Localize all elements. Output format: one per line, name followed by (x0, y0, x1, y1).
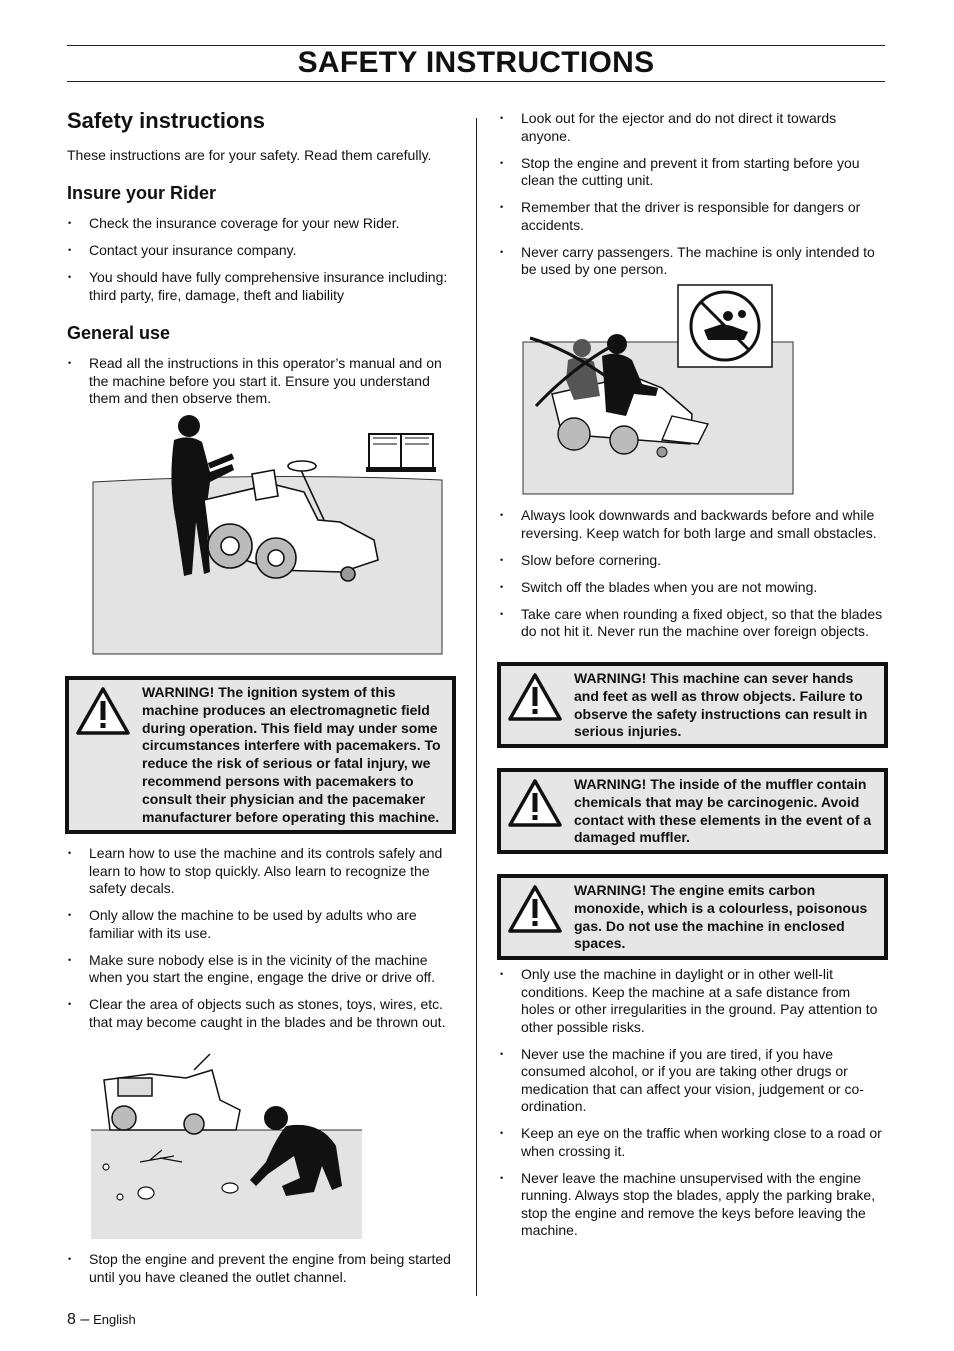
list-item: • Keep an eye on the traffic when working close to a road or when crossing it. (499, 1125, 887, 1160)
general-list-3 (67, 1251, 459, 1296)
list-item: • Only use the machine in daylight or in other well-lit conditions. Keep the machine at a safe distance from holes or other irregularities in the ground. Pay attention to other possible risks. (499, 966, 887, 1036)
list-item: • Read all the instructions in this operator’s manual and on the machine before you start it. Ensure you understand them and then observe them. (67, 355, 459, 408)
right-list-3 (499, 966, 887, 1249)
list-item: • Make sure nobody else is in the vicinity of the machine when you start the engine, engage the drive or drive off. (67, 952, 459, 987)
column-divider (476, 118, 477, 1296)
list-item: • Never use the machine if you are tired, if you have consumed alcohol, or if you are taking other drugs or medication that can affect your vision, judgement or co-ordination. (499, 1046, 887, 1116)
warning-triangle-icon (507, 778, 563, 828)
list-item: • Learn how to use the machine and its controls safely and learn to how to stop quickly. Also learn to recognize the safety decals. (67, 845, 459, 898)
header-bottom-rule (67, 81, 885, 82)
rider-mower (104, 1054, 240, 1134)
no-passengers-icon (678, 285, 772, 367)
general-list-2 (67, 845, 459, 1041)
list-item: • Switch off the blades when you are not mowing. (499, 579, 887, 597)
section-title: Safety instructions (67, 108, 266, 133)
list-item: • Slow before cornering. (499, 552, 887, 570)
warning-ignition (65, 676, 456, 834)
general-list-1 (67, 355, 459, 417)
page-footer (67, 1311, 136, 1329)
warning-carbon-monoxide (497, 874, 888, 960)
warning-triangle-icon (75, 686, 131, 736)
page-title: SAFETY INSTRUCTIONS (297, 46, 655, 79)
intro-text: These instructions are for your safety. Read them carefully. (67, 147, 432, 163)
list-item: • Take care when rounding a fixed object, so that the blades do not hit it. Never run the machine over foreign objects. (499, 606, 887, 641)
warning-text: WARNING! This machine can sever hands and feet as well as throw objects. Failure to observe the safety instructions can result in serious injuries. (574, 670, 868, 740)
list-item: • Stop the engine and prevent the engine from being started until you have cleaned the outlet channel. (67, 1251, 459, 1286)
right-list-1 (499, 110, 887, 288)
book-icon (366, 434, 436, 472)
list-item: • Stop the engine and prevent it from starting before you clean the cutting unit. (499, 155, 887, 190)
illustration-no-passengers (522, 284, 796, 496)
warning-sever (497, 662, 888, 748)
list-item: • Never leave the machine unsupervised with the engine running. Always stop the blades, apply the parking brake, stop the engine and remove the keys before leaving the machine. (499, 1170, 887, 1240)
list-item: • You should have fully comprehensive insurance including: third party, fire, damage, theft and liability (67, 269, 459, 304)
insure-heading: Insure your Rider (67, 183, 217, 203)
warning-text: WARNING! The inside of the muffler contain chemicals that may be carcinogenic. Avoid contact with these elements in the event of a damaged muffler. (574, 776, 872, 846)
right-list-2 (499, 507, 887, 650)
warning-triangle-icon (507, 884, 563, 934)
insure-list (67, 215, 459, 314)
illustration-read-manual (92, 412, 444, 656)
list-item: • Clear the area of objects such as stones, toys, wires, etc. that may become caught in the blades and be thrown out. (67, 996, 459, 1031)
list-item: • Never carry passengers. The machine is only intended to be used by one person. (499, 244, 887, 279)
page-number: 8 – (67, 1311, 90, 1328)
list-item: • Check the insurance coverage for your new Rider. (67, 215, 459, 233)
footer-language: English (93, 1312, 136, 1327)
list-item: • Remember that the driver is responsible for dangers or accidents. (499, 199, 887, 234)
warning-text: WARNING! The ignition system of this machine produces an electromagnetic field during operation. This field may under some circumstances interfere with pacemakers. To reduce the risk of serious or fatal injury, we recommend persons with pacemakers to consult their physician and the pacemaker manufacturer before operating this machine. (142, 684, 441, 825)
general-heading: General use (67, 323, 171, 343)
warning-triangle-icon (507, 672, 563, 722)
list-item: • Contact your insurance company. (67, 242, 459, 260)
illustration-clear-objects (90, 1050, 364, 1240)
warning-text: WARNING! The engine emits carbon monoxide, which is a colourless, poisonous gas. Do not use the machine in enclosed spaces. (574, 882, 868, 952)
warning-muffler (497, 768, 888, 854)
list-item: • Always look downwards and backwards before and while reversing. Keep watch for both large and small obstacles. (499, 507, 887, 542)
list-item: • Look out for the ejector and do not direct it towards anyone. (499, 110, 887, 145)
list-item: • Only allow the machine to be used by adults who are familiar with its use. (67, 907, 459, 942)
